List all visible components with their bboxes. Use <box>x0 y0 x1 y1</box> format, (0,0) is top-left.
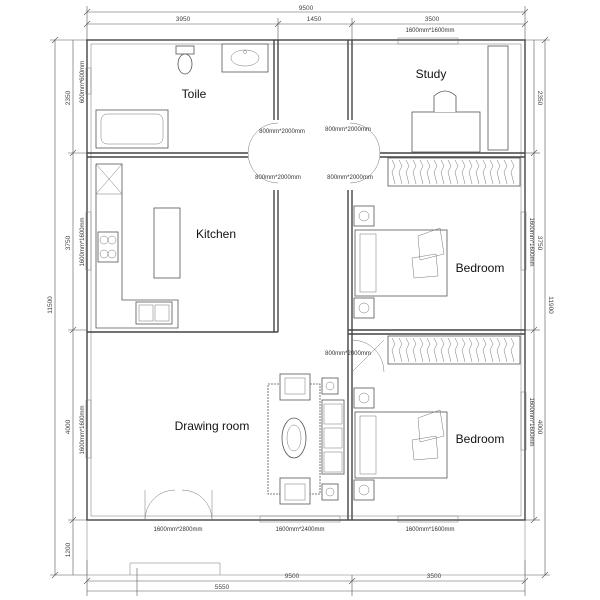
bookshelf <box>488 46 508 150</box>
note-door-bedroom-bottom: 800mm*2000mm <box>325 351 371 357</box>
wardrobe-top <box>388 158 520 186</box>
study-desk <box>412 91 480 152</box>
note-window-right-bedroom-bottom: 1600mm*1600mm <box>528 397 534 447</box>
dim-top-total: 9500 <box>298 5 314 12</box>
dim-right-total: 11900 <box>547 296 554 314</box>
dim-left-d: 1200 <box>65 542 72 558</box>
note-door-main: 1600mm*2800mm <box>153 527 203 533</box>
cooktop <box>98 232 118 262</box>
dim-bottom-a: 5550 <box>214 584 230 591</box>
left-dimension-lines <box>50 37 87 578</box>
dim-left-b: 3750 <box>65 235 72 251</box>
note-window-left-toilet: 600mm*600mm <box>80 60 86 104</box>
note-window-front-mid: 1600mm*2400mm <box>275 527 325 533</box>
dim-left-c: 4000 <box>65 419 72 435</box>
room-label-study: Study <box>415 67 447 81</box>
bottom-dimension-lines <box>84 560 528 596</box>
dim-right-c: 4000 <box>536 419 543 435</box>
side-table-bottom <box>322 484 338 500</box>
nightstand-bottom-2 <box>354 480 374 500</box>
armchair-bottom <box>280 478 310 504</box>
kitchen-sink <box>136 302 172 324</box>
sofa <box>322 400 344 474</box>
dim-right-a: 2350 <box>536 90 543 106</box>
note-door-toilet: 800mm*2000mm <box>259 129 305 135</box>
dim-left-total: 11500 <box>47 296 54 314</box>
wash-basin <box>222 44 268 72</box>
note-door-kitchen: 800mm*2000mm <box>255 175 301 181</box>
note-window-left-kitchen: 1600mm*1600mm <box>80 217 86 267</box>
right-dimension-lines <box>525 37 550 578</box>
note-window-front-right: 1600mm*1600mm <box>405 527 455 533</box>
dim-right-b: 3750 <box>536 235 543 251</box>
room-label-toilet: Toile <box>181 87 207 101</box>
dim-top-b: 1450 <box>306 16 322 23</box>
room-label-kitchen: Kitchen <box>195 227 237 241</box>
bathtub <box>96 110 168 148</box>
nightstand-bottom-1 <box>354 388 374 408</box>
bed-bottom <box>355 410 447 478</box>
toilet-bowl <box>176 46 194 74</box>
note-window-left-drawing: 1600mm*1600mm <box>80 405 86 455</box>
kitchen-island <box>154 208 180 278</box>
wardrobe-bottom <box>388 336 520 364</box>
nightstand-top-1 <box>354 206 374 226</box>
bed-top <box>355 228 447 296</box>
dim-bottom-total: 9500 <box>284 573 300 580</box>
armchair-top <box>280 374 310 400</box>
coffee-table <box>282 418 306 458</box>
nightstand-top-2 <box>354 298 374 318</box>
dim-top-c: 3500 <box>424 16 440 23</box>
room-label-bedroom-bottom: Bedroom <box>455 432 505 446</box>
room-label-drawing-room: Drawing room <box>174 419 250 433</box>
dim-bottom-b: 3500 <box>426 573 442 580</box>
note-door-study: 800mm*2000mm <box>325 127 371 133</box>
room-label-bedroom-top: Bedroom <box>455 261 505 275</box>
side-table-top <box>322 378 338 394</box>
note-window-top-right: 1600mm*1600mm <box>405 28 455 34</box>
note-window-right-bedroom-top: 1600mm*1600mm <box>528 217 534 267</box>
dim-top-a: 3950 <box>175 16 191 23</box>
note-door-bedroom-top: 800mm*2000mm <box>327 175 373 181</box>
dim-left-a: 2350 <box>65 90 72 106</box>
